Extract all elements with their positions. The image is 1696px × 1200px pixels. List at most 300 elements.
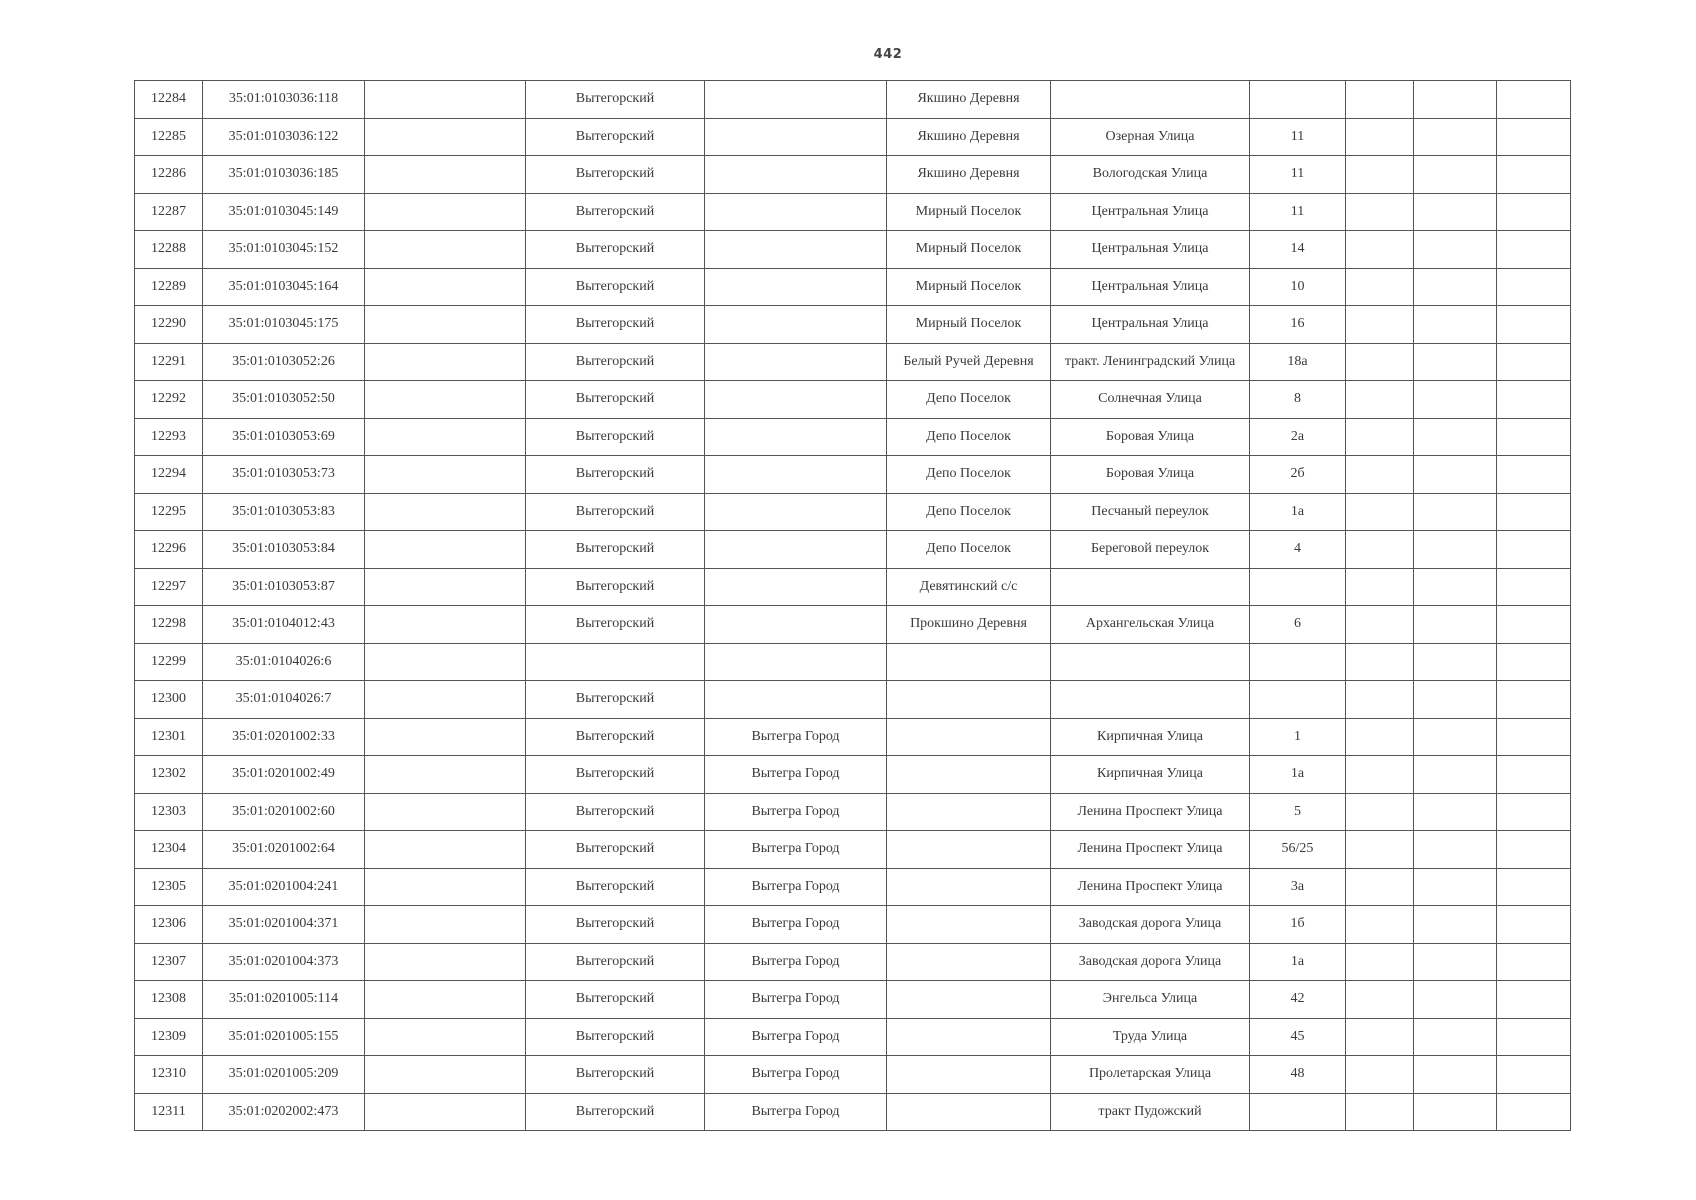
house-number-cell: 1а — [1250, 493, 1346, 531]
empty-cell-9 — [1346, 643, 1414, 681]
empty-cell-11 — [1497, 531, 1571, 569]
locality-cell — [887, 981, 1051, 1019]
locality-cell — [887, 681, 1051, 719]
empty-cell-11 — [1497, 381, 1571, 419]
house-number-cell — [1250, 568, 1346, 606]
house-number-cell — [1250, 81, 1346, 119]
table-row — [135, 868, 1571, 906]
house-number-cell: 1б — [1250, 906, 1346, 944]
row-number-cell: 12293 — [135, 418, 203, 456]
row-number-cell: 12303 — [135, 793, 203, 831]
empty-cell-10 — [1414, 906, 1497, 944]
cadastral-number-cell: 35:01:0103045:152 — [203, 231, 365, 269]
empty-cell-11 — [1497, 268, 1571, 306]
district-cell: Вытегорский — [526, 81, 705, 119]
street-cell — [1051, 643, 1250, 681]
locality-cell — [887, 793, 1051, 831]
cadastral-number-cell: 35:01:0103045:164 — [203, 268, 365, 306]
cadastral-number-cell: 35:01:0103052:26 — [203, 343, 365, 381]
empty-cell-11 — [1497, 156, 1571, 194]
empty-cell-11 — [1497, 981, 1571, 1019]
locality-cell — [887, 1056, 1051, 1094]
empty-cell-10 — [1414, 156, 1497, 194]
street-cell: Ленина Проспект Улица — [1051, 793, 1250, 831]
city-cell — [705, 381, 887, 419]
empty-cell-11 — [1497, 718, 1571, 756]
city-cell — [705, 493, 887, 531]
locality-cell — [887, 906, 1051, 944]
row-number-cell: 12297 — [135, 568, 203, 606]
table-row — [135, 531, 1571, 569]
city-cell — [705, 343, 887, 381]
street-cell: Труда Улица — [1051, 1018, 1250, 1056]
district-cell: Вытегорский — [526, 906, 705, 944]
empty-cell-10 — [1414, 418, 1497, 456]
house-number-cell: 42 — [1250, 981, 1346, 1019]
table-row — [135, 156, 1571, 194]
cadastral-number-cell: 35:01:0103045:175 — [203, 306, 365, 344]
cadastral-number-cell: 35:01:0201002:33 — [203, 718, 365, 756]
cadastral-number-cell: 35:01:0104026:6 — [203, 643, 365, 681]
row-number-cell: 12300 — [135, 681, 203, 719]
row-number-cell: 12290 — [135, 306, 203, 344]
locality-cell: Белый Ручей Деревня — [887, 343, 1051, 381]
empty-cell-3 — [365, 756, 526, 794]
empty-cell-3 — [365, 231, 526, 269]
row-number-cell: 12292 — [135, 381, 203, 419]
city-cell: Вытегра Город — [705, 1018, 887, 1056]
empty-cell-10 — [1414, 531, 1497, 569]
district-cell: Вытегорский — [526, 606, 705, 644]
cadastral-number-cell: 35:01:0103053:84 — [203, 531, 365, 569]
empty-cell-3 — [365, 81, 526, 119]
empty-cell-3 — [365, 1056, 526, 1094]
house-number-cell: 1 — [1250, 718, 1346, 756]
empty-cell-9 — [1346, 1093, 1414, 1131]
locality-cell: Депо Поселок — [887, 381, 1051, 419]
empty-cell-10 — [1414, 118, 1497, 156]
empty-cell-10 — [1414, 81, 1497, 119]
cadastral-number-cell: 35:01:0201004:373 — [203, 943, 365, 981]
street-cell: Центральная Улица — [1051, 193, 1250, 231]
city-cell: Вытегра Город — [705, 718, 887, 756]
district-cell: Вытегорский — [526, 943, 705, 981]
street-cell — [1051, 681, 1250, 719]
table-row — [135, 306, 1571, 344]
street-cell: Энгельса Улица — [1051, 981, 1250, 1019]
cadastral-number-cell: 35:01:0103036:185 — [203, 156, 365, 194]
empty-cell-9 — [1346, 831, 1414, 869]
table-row — [135, 906, 1571, 944]
empty-cell-10 — [1414, 868, 1497, 906]
locality-cell — [887, 756, 1051, 794]
cadastral-number-cell: 35:01:0201002:64 — [203, 831, 365, 869]
row-number-cell: 12284 — [135, 81, 203, 119]
empty-cell-11 — [1497, 193, 1571, 231]
cadastral-number-cell: 35:01:0201004:371 — [203, 906, 365, 944]
empty-cell-3 — [365, 268, 526, 306]
empty-cell-11 — [1497, 643, 1571, 681]
house-number-cell: 48 — [1250, 1056, 1346, 1094]
empty-cell-10 — [1414, 306, 1497, 344]
table-row — [135, 643, 1571, 681]
district-cell: Вытегорский — [526, 568, 705, 606]
house-number-cell: 18а — [1250, 343, 1346, 381]
table-row — [135, 493, 1571, 531]
city-cell — [705, 568, 887, 606]
district-cell: Вытегорский — [526, 718, 705, 756]
empty-cell-3 — [365, 193, 526, 231]
empty-cell-11 — [1497, 118, 1571, 156]
cadastral-number-cell: 35:01:0103036:122 — [203, 118, 365, 156]
row-number-cell: 12294 — [135, 456, 203, 494]
empty-cell-3 — [365, 343, 526, 381]
empty-cell-3 — [365, 793, 526, 831]
district-cell: Вытегорский — [526, 793, 705, 831]
row-number-cell: 12296 — [135, 531, 203, 569]
empty-cell-9 — [1346, 568, 1414, 606]
house-number-cell: 14 — [1250, 231, 1346, 269]
city-cell: Вытегра Город — [705, 1093, 887, 1131]
empty-cell-3 — [365, 568, 526, 606]
empty-cell-3 — [365, 943, 526, 981]
cadastral-number-cell: 35:01:0103052:50 — [203, 381, 365, 419]
empty-cell-11 — [1497, 343, 1571, 381]
locality-cell: Депо Поселок — [887, 456, 1051, 494]
row-number-cell: 12285 — [135, 118, 203, 156]
street-cell: тракт Пудожский — [1051, 1093, 1250, 1131]
empty-cell-9 — [1346, 418, 1414, 456]
empty-cell-10 — [1414, 1056, 1497, 1094]
empty-cell-9 — [1346, 681, 1414, 719]
empty-cell-9 — [1346, 231, 1414, 269]
row-number-cell: 12291 — [135, 343, 203, 381]
locality-cell: Мирный Поселок — [887, 268, 1051, 306]
district-cell: Вытегорский — [526, 831, 705, 869]
house-number-cell: 5 — [1250, 793, 1346, 831]
district-cell — [526, 643, 705, 681]
empty-cell-11 — [1497, 1018, 1571, 1056]
row-number-cell: 12287 — [135, 193, 203, 231]
cadastral-number-cell: 35:01:0202002:473 — [203, 1093, 365, 1131]
table-row — [135, 718, 1571, 756]
empty-cell-11 — [1497, 793, 1571, 831]
locality-cell: Мирный Поселок — [887, 306, 1051, 344]
cadastral-number-cell: 35:01:0201005:209 — [203, 1056, 365, 1094]
locality-cell: Якшино Деревня — [887, 156, 1051, 194]
locality-cell — [887, 868, 1051, 906]
empty-cell-9 — [1346, 456, 1414, 494]
row-number-cell: 12301 — [135, 718, 203, 756]
district-cell: Вытегорский — [526, 531, 705, 569]
empty-cell-11 — [1497, 1093, 1571, 1131]
street-cell: Ленина Проспект Улица — [1051, 868, 1250, 906]
table-row — [135, 193, 1571, 231]
table-row — [135, 381, 1571, 419]
table-row — [135, 606, 1571, 644]
empty-cell-3 — [365, 456, 526, 494]
city-cell — [705, 156, 887, 194]
district-cell: Вытегорский — [526, 268, 705, 306]
empty-cell-9 — [1346, 381, 1414, 419]
empty-cell-9 — [1346, 868, 1414, 906]
empty-cell-10 — [1414, 268, 1497, 306]
city-cell — [705, 606, 887, 644]
district-cell: Вытегорский — [526, 981, 705, 1019]
city-cell: Вытегра Город — [705, 793, 887, 831]
empty-cell-10 — [1414, 606, 1497, 644]
street-cell: Кирпичная Улица — [1051, 718, 1250, 756]
row-number-cell: 12310 — [135, 1056, 203, 1094]
house-number-cell: 8 — [1250, 381, 1346, 419]
empty-cell-3 — [365, 306, 526, 344]
row-number-cell: 12286 — [135, 156, 203, 194]
empty-cell-11 — [1497, 868, 1571, 906]
house-number-cell: 16 — [1250, 306, 1346, 344]
house-number-cell — [1250, 1093, 1346, 1131]
city-cell: Вытегра Город — [705, 906, 887, 944]
row-number-cell: 12311 — [135, 1093, 203, 1131]
city-cell: Вытегра Город — [705, 981, 887, 1019]
city-cell: Вытегра Город — [705, 756, 887, 794]
empty-cell-3 — [365, 718, 526, 756]
house-number-cell: 10 — [1250, 268, 1346, 306]
empty-cell-9 — [1346, 306, 1414, 344]
empty-cell-3 — [365, 418, 526, 456]
page-number: 442 — [873, 47, 903, 62]
locality-cell — [887, 718, 1051, 756]
locality-cell — [887, 1093, 1051, 1131]
empty-cell-10 — [1414, 981, 1497, 1019]
empty-cell-11 — [1497, 756, 1571, 794]
street-cell: Солнечная Улица — [1051, 381, 1250, 419]
row-number-cell: 12305 — [135, 868, 203, 906]
empty-cell-10 — [1414, 193, 1497, 231]
locality-cell: Девятинский с/с — [887, 568, 1051, 606]
cadastral-number-cell: 35:01:0201004:241 — [203, 868, 365, 906]
row-number-cell: 12302 — [135, 756, 203, 794]
empty-cell-3 — [365, 906, 526, 944]
cadastral-number-cell: 35:01:0103036:118 — [203, 81, 365, 119]
house-number-cell: 11 — [1250, 156, 1346, 194]
empty-cell-10 — [1414, 343, 1497, 381]
locality-cell — [887, 943, 1051, 981]
city-cell — [705, 193, 887, 231]
empty-cell-9 — [1346, 1056, 1414, 1094]
table-row — [135, 418, 1571, 456]
city-cell — [705, 643, 887, 681]
cadastral-number-cell: 35:01:0103053:87 — [203, 568, 365, 606]
empty-cell-10 — [1414, 381, 1497, 419]
row-number-cell: 12295 — [135, 493, 203, 531]
locality-cell: Депо Поселок — [887, 493, 1051, 531]
table-row — [135, 568, 1571, 606]
district-cell: Вытегорский — [526, 1056, 705, 1094]
row-number-cell: 12288 — [135, 231, 203, 269]
city-cell — [705, 456, 887, 494]
row-number-cell: 12304 — [135, 831, 203, 869]
empty-cell-10 — [1414, 793, 1497, 831]
district-cell: Вытегорский — [526, 456, 705, 494]
street-cell: Пролетарская Улица — [1051, 1056, 1250, 1094]
empty-cell-11 — [1497, 681, 1571, 719]
cadastral-number-cell: 35:01:0103053:83 — [203, 493, 365, 531]
empty-cell-9 — [1346, 1018, 1414, 1056]
empty-cell-11 — [1497, 943, 1571, 981]
empty-cell-10 — [1414, 1093, 1497, 1131]
house-number-cell: 1а — [1250, 943, 1346, 981]
empty-cell-3 — [365, 981, 526, 1019]
city-cell — [705, 418, 887, 456]
row-number-cell: 12298 — [135, 606, 203, 644]
cadastral-number-cell: 35:01:0201005:155 — [203, 1018, 365, 1056]
locality-cell — [887, 643, 1051, 681]
empty-cell-10 — [1414, 943, 1497, 981]
row-number-cell: 12289 — [135, 268, 203, 306]
empty-cell-11 — [1497, 493, 1571, 531]
street-cell: Центральная Улица — [1051, 268, 1250, 306]
city-cell — [705, 81, 887, 119]
house-number-cell: 11 — [1250, 193, 1346, 231]
empty-cell-3 — [365, 868, 526, 906]
empty-cell-3 — [365, 381, 526, 419]
cadastral-number-cell: 35:01:0201002:49 — [203, 756, 365, 794]
table-row — [135, 268, 1571, 306]
street-cell: Архангельская Улица — [1051, 606, 1250, 644]
locality-cell — [887, 1018, 1051, 1056]
locality-cell: Прокшино Деревня — [887, 606, 1051, 644]
empty-cell-10 — [1414, 681, 1497, 719]
house-number-cell: 4 — [1250, 531, 1346, 569]
empty-cell-3 — [365, 493, 526, 531]
table-row — [135, 981, 1571, 1019]
empty-cell-10 — [1414, 493, 1497, 531]
house-number-cell: 11 — [1250, 118, 1346, 156]
street-cell: Боровая Улица — [1051, 456, 1250, 494]
house-number-cell: 56/25 — [1250, 831, 1346, 869]
empty-cell-3 — [365, 531, 526, 569]
table-row — [135, 81, 1571, 119]
empty-cell-11 — [1497, 456, 1571, 494]
house-number-cell: 1а — [1250, 756, 1346, 794]
locality-cell: Якшино Деревня — [887, 81, 1051, 119]
table-row — [135, 943, 1571, 981]
empty-cell-10 — [1414, 1018, 1497, 1056]
city-cell — [705, 231, 887, 269]
empty-cell-3 — [365, 1093, 526, 1131]
registry-table — [134, 80, 1571, 1131]
house-number-cell: 2б — [1250, 456, 1346, 494]
street-cell: Ленина Проспект Улица — [1051, 831, 1250, 869]
empty-cell-9 — [1346, 193, 1414, 231]
empty-cell-9 — [1346, 906, 1414, 944]
street-cell: Боровая Улица — [1051, 418, 1250, 456]
locality-cell — [887, 831, 1051, 869]
street-cell: Песчаный переулок — [1051, 493, 1250, 531]
house-number-cell — [1250, 681, 1346, 719]
row-number-cell: 12308 — [135, 981, 203, 1019]
district-cell: Вытегорский — [526, 193, 705, 231]
row-number-cell: 12309 — [135, 1018, 203, 1056]
district-cell: Вытегорский — [526, 868, 705, 906]
house-number-cell — [1250, 643, 1346, 681]
city-cell — [705, 268, 887, 306]
cadastral-number-cell: 35:01:0201002:60 — [203, 793, 365, 831]
table-row — [135, 831, 1571, 869]
empty-cell-3 — [365, 1018, 526, 1056]
empty-cell-11 — [1497, 81, 1571, 119]
district-cell: Вытегорский — [526, 306, 705, 344]
locality-cell: Мирный Поселок — [887, 193, 1051, 231]
table-row — [135, 456, 1571, 494]
city-cell: Вытегра Город — [705, 831, 887, 869]
street-cell: Заводская дорога Улица — [1051, 943, 1250, 981]
empty-cell-11 — [1497, 418, 1571, 456]
district-cell: Вытегорский — [526, 418, 705, 456]
locality-cell: Мирный Поселок — [887, 231, 1051, 269]
district-cell: Вытегорский — [526, 1018, 705, 1056]
empty-cell-9 — [1346, 531, 1414, 569]
street-cell: Центральная Улица — [1051, 306, 1250, 344]
street-cell: Вологодская Улица — [1051, 156, 1250, 194]
district-cell: Вытегорский — [526, 156, 705, 194]
empty-cell-10 — [1414, 456, 1497, 494]
empty-cell-9 — [1346, 268, 1414, 306]
district-cell: Вытегорский — [526, 231, 705, 269]
district-cell: Вытегорский — [526, 493, 705, 531]
row-number-cell: 12307 — [135, 943, 203, 981]
locality-cell: Якшино Деревня — [887, 118, 1051, 156]
locality-cell: Депо Поселок — [887, 531, 1051, 569]
empty-cell-10 — [1414, 643, 1497, 681]
empty-cell-10 — [1414, 756, 1497, 794]
registry-table-body — [135, 81, 1571, 1131]
cadastral-number-cell: 35:01:0103053:73 — [203, 456, 365, 494]
street-cell: Береговой переулок — [1051, 531, 1250, 569]
cadastral-number-cell: 35:01:0103053:69 — [203, 418, 365, 456]
city-cell — [705, 118, 887, 156]
cadastral-number-cell: 35:01:0201005:114 — [203, 981, 365, 1019]
district-cell: Вытегорский — [526, 381, 705, 419]
street-cell — [1051, 81, 1250, 119]
street-cell: Озерная Улица — [1051, 118, 1250, 156]
city-cell: Вытегра Город — [705, 868, 887, 906]
row-number-cell: 12306 — [135, 906, 203, 944]
empty-cell-3 — [365, 643, 526, 681]
house-number-cell: 6 — [1250, 606, 1346, 644]
table-row — [135, 1093, 1571, 1131]
empty-cell-10 — [1414, 831, 1497, 869]
empty-cell-10 — [1414, 231, 1497, 269]
row-number-cell: 12299 — [135, 643, 203, 681]
table-row — [135, 681, 1571, 719]
city-cell: Вытегра Город — [705, 943, 887, 981]
locality-cell: Депо Поселок — [887, 418, 1051, 456]
table-row — [135, 1056, 1571, 1094]
house-number-cell: 3а — [1250, 868, 1346, 906]
table-row — [135, 118, 1571, 156]
empty-cell-9 — [1346, 943, 1414, 981]
empty-cell-9 — [1346, 118, 1414, 156]
empty-cell-11 — [1497, 231, 1571, 269]
empty-cell-9 — [1346, 606, 1414, 644]
street-cell — [1051, 568, 1250, 606]
empty-cell-3 — [365, 118, 526, 156]
empty-cell-9 — [1346, 493, 1414, 531]
city-cell — [705, 306, 887, 344]
table-row — [135, 231, 1571, 269]
empty-cell-9 — [1346, 81, 1414, 119]
